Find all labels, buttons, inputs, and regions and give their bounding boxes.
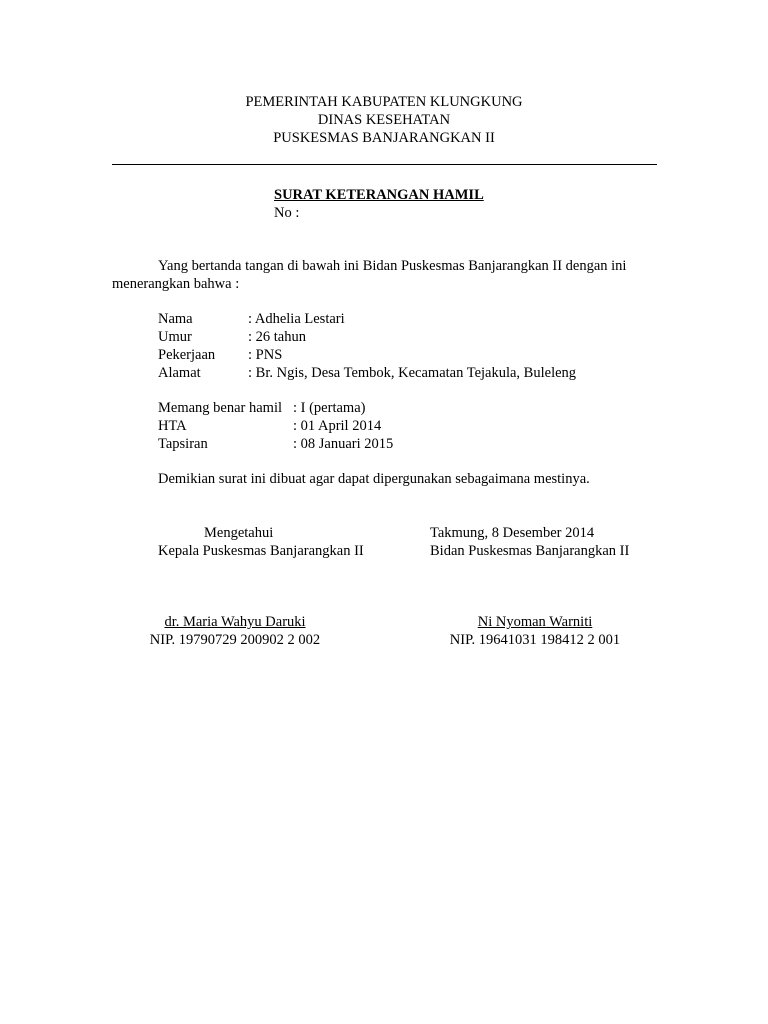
identity-label-address: Alamat: [158, 365, 201, 381]
identity-label-name: Nama: [158, 311, 193, 327]
signature-right-name-wrap: [430, 613, 640, 631]
identity-value-address: : Br. Ngis, Desa Tembok, Kecamatan Tejakula, Buleleng: [248, 365, 577, 381]
pregnancy-value-estimate: : 08 Januari 2015: [293, 436, 394, 452]
signature-left-heading: Mengetahui: [204, 525, 274, 541]
signature-right-name: Ni Nyoman Warniti: [477, 614, 593, 630]
header-agency: PEMERINTAH KABUPATEN KLUNGKUNG: [245, 94, 523, 110]
signature-right-nip: NIP. 19641031 198412 2 001: [449, 632, 621, 648]
pregnancy-label-estimate: Tapsiran: [158, 436, 208, 452]
identity-value-job: : PNS: [248, 347, 283, 363]
intro-line-2: menerangkan bahwa :: [112, 276, 240, 292]
identity-label-job: Pekerjaan: [158, 347, 216, 363]
pregnancy-value-hta: : 01 April 2014: [293, 418, 382, 434]
header-department: DINAS KESEHATAN: [317, 112, 451, 128]
signature-left-name: dr. Maria Wahyu Daruki: [164, 614, 306, 630]
identity-value-name: : Adhelia Lestari: [248, 311, 345, 327]
pregnancy-label-order: Memang benar hamil: [158, 400, 283, 416]
signature-left-role: Kepala Puskesmas Banjarangkan II: [158, 543, 364, 559]
signature-left-nip: NIP. 19790729 200902 2 002: [149, 632, 321, 648]
header-clinic: PUSKESMAS BANJARANGKAN II: [273, 130, 495, 146]
intro-line-1: Yang bertanda tangan di bawah ini Bidan Puskesmas Banjarangkan II dengan ini: [158, 258, 627, 274]
signature-right-place-date: Takmung, 8 Desember 2014: [430, 525, 595, 541]
letter-title: SURAT KETERANGAN HAMIL: [274, 187, 484, 203]
identity-value-age: : 26 tahun: [248, 329, 306, 345]
letter-number: No :: [274, 205, 300, 221]
signature-right-role: Bidan Puskesmas Banjarangkan II: [430, 543, 630, 559]
closing-statement: Demikian surat ini dibuat agar dapat dipergunakan sebagaimana mestinya.: [158, 471, 590, 487]
header-divider: [112, 164, 657, 165]
pregnancy-value-order: : I (pertama): [293, 400, 366, 416]
signature-left-name-wrap: [130, 613, 340, 631]
identity-label-age: Umur: [158, 329, 192, 345]
pregnancy-label-hta: HTA: [158, 418, 187, 434]
